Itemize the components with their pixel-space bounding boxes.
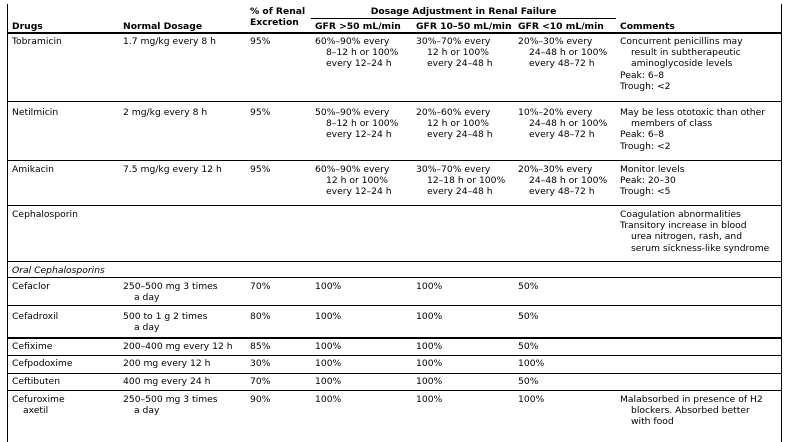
- text-line: aminoglycoside levels: [631, 58, 733, 70]
- text-line: every 24–48 h: [427, 186, 493, 198]
- comments: [620, 36, 743, 92]
- row-rule: [8, 205, 781, 206]
- text-line: Concurrent penicillins may: [620, 36, 743, 47]
- text-line: result in subtherapeutic: [631, 47, 741, 59]
- drug-name: Netilmicin: [12, 107, 59, 118]
- text-line: 20%–30% every: [518, 164, 593, 175]
- text-line: Coagulation abnormalities: [620, 209, 741, 220]
- comments: [620, 394, 763, 428]
- gfr-lt10-value: 100%: [518, 394, 545, 405]
- header-renal-line1: % of Renal: [250, 6, 306, 17]
- header-drugs: Drugs: [12, 21, 43, 32]
- gfr-10-50-value: 100%: [416, 281, 443, 292]
- gfr-lt10-value: 50%: [518, 311, 539, 322]
- table-row: [8, 105, 781, 162]
- gfr-lt10-value: 50%: [518, 281, 539, 292]
- gfr-lt10-value: [518, 36, 607, 70]
- text-line: every 24–48 h: [427, 58, 493, 70]
- header-dosage-adjustment: Dosage Adjustment in Renal Failure: [370, 6, 557, 17]
- text-line: 20%–30% every: [518, 36, 593, 47]
- table-header: [8, 4, 781, 34]
- renal-excretion: 95%: [250, 36, 271, 47]
- text-line: with food: [631, 416, 674, 428]
- gfr-10-50-value: 100%: [416, 341, 443, 352]
- gfr-gt50-value: 100%: [315, 311, 342, 322]
- table-row: [8, 162, 781, 206]
- gfr-10-50-value: 100%: [416, 376, 443, 387]
- text-line: 250–500 mg 3 times: [123, 281, 218, 292]
- text-line: 12 h or 100%: [427, 47, 489, 59]
- gfr-lt10-value: 50%: [518, 376, 539, 387]
- comments: [620, 164, 684, 198]
- gfr-gt50-value: [315, 164, 392, 198]
- row-rule: [8, 160, 781, 161]
- drug-name: Cephalosporin: [12, 209, 78, 220]
- gfr-lt10-value: [518, 164, 607, 198]
- renal-excretion: 90%: [250, 394, 271, 405]
- text-line: 60%–90% every: [315, 164, 390, 175]
- text-line: 24–48 h or 100%: [529, 175, 608, 187]
- normal-dosage: 2 mg/kg every 8 h: [123, 107, 208, 118]
- text-line: 30%–70% every: [416, 164, 491, 175]
- table-row: [8, 391, 781, 439]
- table-row: [8, 34, 781, 100]
- normal-dosage: 200–400 mg every 12 h: [123, 341, 233, 352]
- table-row: [8, 374, 781, 391]
- text-line: 60%–90% every: [315, 36, 390, 47]
- text-line: every 12–24 h: [326, 58, 392, 70]
- gfr-10-50-value: 100%: [416, 358, 443, 369]
- text-line: 24–48 h or 100%: [529, 47, 608, 59]
- comments: [620, 209, 769, 254]
- normal-dosage: 1.7 mg/kg every 8 h: [123, 36, 216, 47]
- text-line: every 48–72 h: [529, 186, 595, 198]
- drug-name: Cefpodoxime: [12, 358, 73, 369]
- table-row: [8, 306, 781, 338]
- text-line: Peak: 6–8: [620, 129, 665, 141]
- text-line: May be less ototoxic than other: [620, 107, 766, 118]
- gfr-gt50-value: 100%: [315, 281, 342, 292]
- text-line: 8–12 h or 100%: [326, 47, 399, 59]
- text-line: every 12–24 h: [326, 186, 392, 198]
- drug-name: [12, 394, 65, 416]
- header-gfr-gt50: GFR >50 mL/min: [315, 21, 401, 32]
- text-line: Cefuroxime: [12, 394, 65, 405]
- gfr-gt50-value: [315, 107, 398, 141]
- text-line: 24–48 h or 100%: [529, 118, 608, 130]
- normal-dosage: 400 mg every 24 h: [123, 376, 211, 387]
- renal-excretion: 95%: [250, 107, 271, 118]
- text-line: every 48–72 h: [529, 129, 595, 141]
- renal-excretion: 70%: [250, 376, 271, 387]
- text-line: Peak: 20–30: [620, 175, 676, 187]
- text-line: 12 h or 100%: [326, 175, 388, 187]
- text-line: every 24–48 h: [427, 129, 493, 141]
- text-line: a day: [134, 292, 160, 304]
- gfr-lt10-value: 100%: [518, 358, 545, 369]
- header-gfr-10-50: GFR 10–50 mL/min: [416, 21, 512, 32]
- gfr-gt50-value: 100%: [315, 358, 342, 369]
- text-line: 8–12 h or 100%: [326, 118, 399, 130]
- text-line: every 48–72 h: [529, 58, 595, 70]
- drug-name: Amikacin: [12, 164, 55, 175]
- text-line: Malabsorbed in presence of H2: [620, 394, 763, 405]
- header-normal-dosage: Normal Dosage: [123, 21, 203, 32]
- drug-name: Cefadroxil: [12, 311, 59, 322]
- text-line: Trough: <2: [620, 140, 671, 152]
- text-line: a day: [134, 322, 160, 334]
- gfr-10-50-value: 100%: [416, 311, 443, 322]
- section-header: [8, 262, 781, 278]
- section-title: Oral Cephalosporins: [12, 265, 105, 276]
- text-line: 500 to 1 g 2 times: [123, 311, 208, 322]
- text-line: 30%–70% every: [416, 36, 491, 47]
- table-row: [8, 278, 781, 305]
- renal-excretion: 85%: [250, 341, 271, 352]
- text-line: urea nitrogen, rash, and: [631, 231, 743, 243]
- renal-excretion: 70%: [250, 281, 271, 292]
- text-line: 10%–20% every: [518, 107, 593, 118]
- text-line: 12 h or 100%: [427, 118, 489, 130]
- header-renal-excretion: [250, 6, 305, 28]
- gfr-10-50-value: [416, 164, 505, 198]
- gfr-gt50-value: 100%: [315, 376, 342, 387]
- normal-dosage: 7.5 mg/kg every 12 h: [123, 164, 222, 175]
- normal-dosage: [123, 311, 207, 333]
- drug-name: Tobramicin: [12, 36, 62, 47]
- drug-name: Ceftibuten: [12, 376, 61, 387]
- text-line: 20%–60% every: [416, 107, 491, 118]
- text-line: Peak: 6–8: [620, 69, 665, 81]
- text-line: Trough: <5: [620, 186, 671, 198]
- gfr-10-50-value: [416, 36, 493, 70]
- table-row: [8, 356, 781, 373]
- gfr-gt50-value: 100%: [315, 341, 342, 352]
- drug-dosage-table: [7, 4, 782, 442]
- gfr-lt10-value: [518, 107, 607, 141]
- row-rule: [8, 101, 781, 102]
- text-line: 250–500 mg 3 times: [123, 394, 218, 405]
- renal-excretion: 30%: [250, 358, 271, 369]
- drug-name: Cefixime: [12, 341, 53, 352]
- text-line: Transitory increase in blood: [620, 220, 747, 232]
- renal-excretion: 80%: [250, 311, 271, 322]
- text-line: 50%–90% every: [315, 107, 390, 118]
- gfr-gt50-value: [315, 36, 398, 70]
- comments: [620, 107, 765, 152]
- text-line: a day: [134, 405, 160, 417]
- header-comments: Comments: [620, 21, 675, 32]
- table-row: [8, 339, 781, 355]
- table-row: [8, 207, 781, 263]
- gfr-lt10-value: 50%: [518, 341, 539, 352]
- renal-excretion: 95%: [250, 164, 271, 175]
- text-line: serum sickness-like syndrome: [631, 242, 770, 254]
- text-line: Trough: <2: [620, 80, 671, 92]
- normal-dosage: [123, 281, 218, 303]
- gfr-10-50-value: 100%: [416, 394, 443, 405]
- header-renal-line2: Excretion: [250, 17, 299, 29]
- drug-name: Cefaclor: [12, 281, 50, 292]
- text-line: Monitor levels: [620, 164, 685, 175]
- text-line: axetil: [23, 405, 49, 417]
- normal-dosage: 200 mg every 12 h: [123, 358, 211, 369]
- gfr-10-50-value: [416, 107, 493, 141]
- gfr-gt50-value: 100%: [315, 394, 342, 405]
- text-line: 12–18 h or 100%: [427, 175, 506, 187]
- normal-dosage: [123, 394, 218, 416]
- header-gfr-lt10: GFR <10 mL/min: [518, 21, 604, 32]
- text-line: every 12–24 h: [326, 129, 392, 141]
- text-line: blockers. Absorbed better: [631, 405, 750, 417]
- text-line: members of class: [631, 118, 713, 130]
- header-span-rule: [311, 18, 616, 19]
